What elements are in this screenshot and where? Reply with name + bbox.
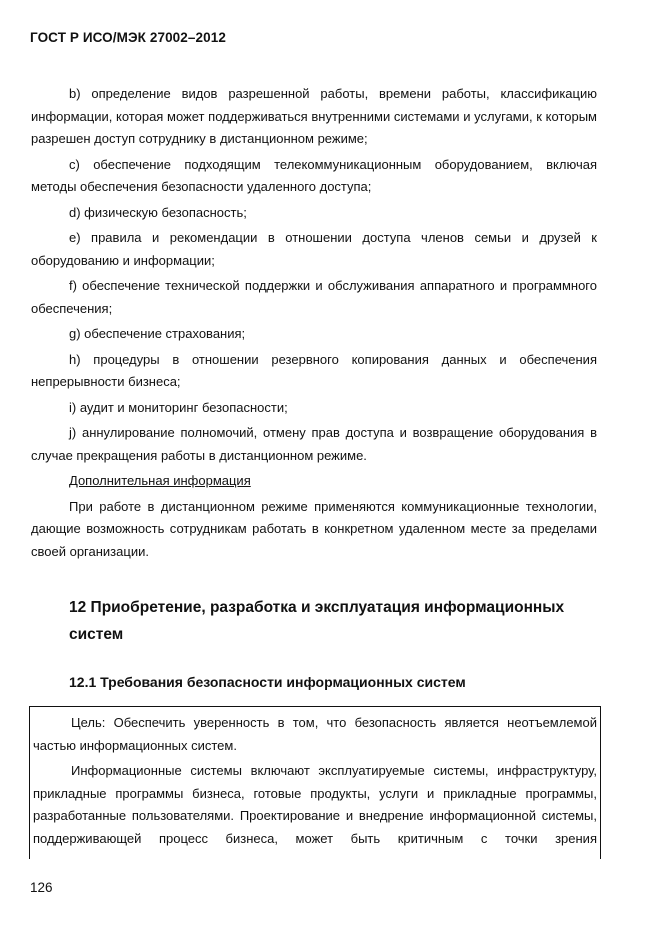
goal-box-paragraph: Информационные системы включают эксплуатируемые системы, инфраструктуру, прикладные программы бизнеса, готовые продукты, услуги и прикладные программы, разработанные пользователями. Проектирование и внедрение информационной системы, поддерживающей процесс бизнеса, может быть критичным с точки зрения: [33, 763, 597, 846]
document-body: [31, 83, 597, 566]
goal-box: [29, 706, 601, 859]
goal-text: Цель: Обеспечить уверенность в том, что безопасность является неотъемлемой частью информационных систем.: [33, 715, 597, 753]
document-header: ГОСТ Р ИСО/МЭК 27002–2012: [30, 30, 226, 45]
section-title: 12 Приобретение, разработка и эксплуатация информационных систем: [69, 599, 565, 643]
additional-info-heading: [31, 470, 597, 493]
list-item-j: j) аннулирование полномочий, отмену прав доступа и возвращение оборудования в случае прекращения работы в дистанционном режиме.: [31, 425, 597, 463]
page-number: 126: [30, 880, 53, 895]
list-item-b: b) определение видов разрешенной работы, времени работы, классификацию информации, которая может поддерживаться внутренними системами и услугами, к которым разрешен доступ сотруднику в дистанционном режиме;: [31, 86, 597, 146]
list-item-d: d) физическую безопасность;: [69, 204, 247, 220]
subsection-title: 12.1 Требования безопасности информационных систем: [69, 674, 466, 690]
list-item-h: h) процедуры в отношении резервного копирования данных и обеспечения непрерывности бизнеса;: [31, 351, 597, 389]
list-item-i: i) аудит и мониторинг безопасности;: [69, 399, 288, 415]
list-item-e: e) правила и рекомендации в отношении доступа членов семьи и друзей к оборудованию и информации;: [31, 230, 597, 268]
additional-info-text: При работе в дистанционном режиме применяются коммуникационные технологии, дающие возможность сотрудникам работать в конкретном удаленном месте за пределами своей организации.: [31, 498, 597, 559]
goal-box-content: [33, 712, 597, 853]
list-item-f: f) обеспечение технической поддержки и обслуживания аппаратного и программного обеспечения;: [31, 278, 597, 316]
additional-info-heading-text: Дополнительная информация: [69, 473, 251, 488]
list-item-c: c) обеспечение подходящим телекоммуникационным оборудованием, включая методы обеспечения безопасности удаленного доступа;: [31, 156, 597, 194]
list-item-g: g) обеспечение страхования;: [69, 326, 246, 341]
